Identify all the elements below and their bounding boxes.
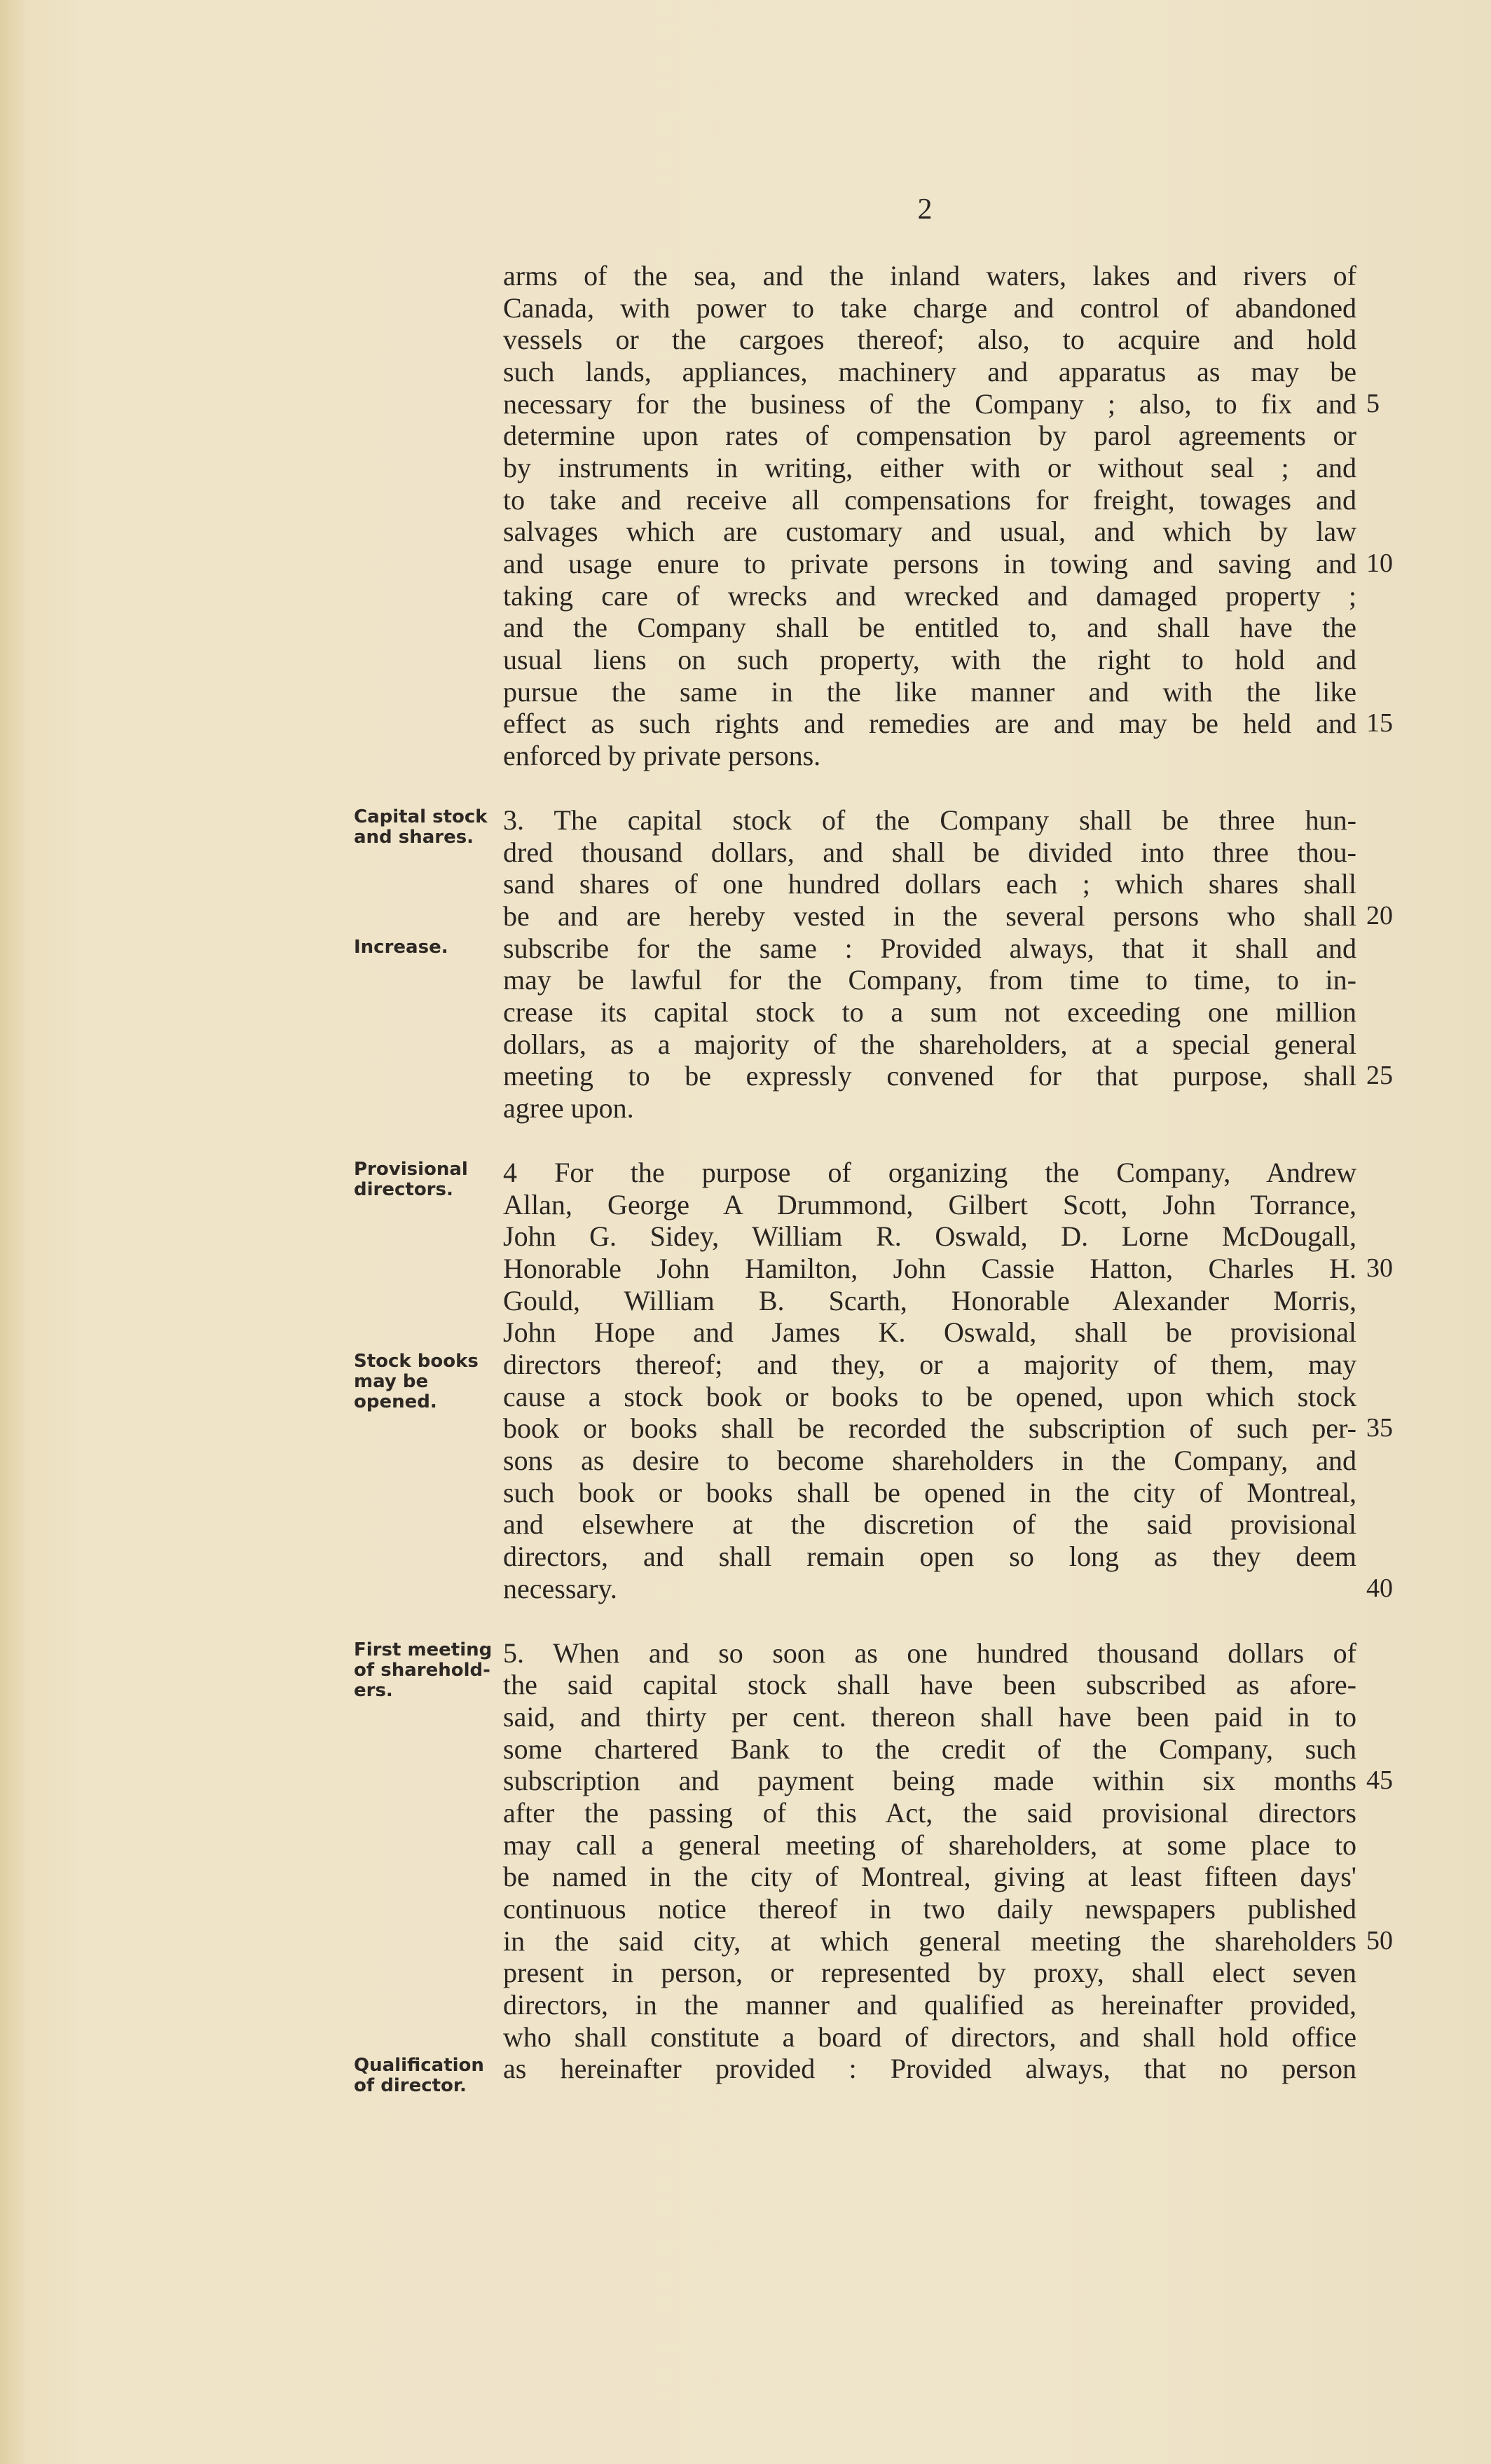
- page-number: 2: [917, 193, 933, 226]
- text-line: arms of the sea, and the inland waters, lakes and rivers of: [503, 260, 1356, 291]
- margin-note-line: Provisional: [354, 1159, 468, 1180]
- text-line: John Hope and James K. Oswald, shall be provisional: [503, 1316, 1356, 1348]
- text-line: directors, and shall remain open so long as they deem: [503, 1541, 1356, 1572]
- margin-note-line: Qualification: [354, 2055, 484, 2076]
- text-line: directors thereof; and they, or a majority of them, may: [503, 1349, 1356, 1380]
- text-line: said, and thirty per cent. thereon shall have been paid in to: [503, 1701, 1356, 1733]
- text-line: and usage enure to private persons in towing and saving and: [503, 548, 1356, 579]
- text-line: dollars, as a majority of the shareholders, at a special general: [503, 1028, 1356, 1060]
- text-line: subscribe for the same : Provided always, that it shall and: [503, 932, 1356, 964]
- text-line: by instruments in writing, either with or without seal ; and: [503, 452, 1356, 483]
- text-line: salvages which are customary and usual, and which by law: [503, 516, 1356, 547]
- margin-note-line: opened.: [354, 1391, 437, 1412]
- text-line: Canada, with power to take charge and control of abandoned: [503, 292, 1356, 324]
- text-line: the said capital stock shall have been subscribed as afore-: [503, 1669, 1356, 1700]
- text-line: subscription and payment being made within six months: [503, 1765, 1356, 1796]
- margin-note-provisional-directors: [354, 1159, 494, 1200]
- text-line: effect as such rights and remedies are and may be held and: [503, 708, 1356, 739]
- text-line: may call a general meeting of shareholders, at some place to: [503, 1829, 1356, 1861]
- line-number: 20: [1366, 901, 1393, 930]
- line-number: 30: [1366, 1253, 1393, 1283]
- text-line: present in person, or represented by proxy, shall elect seven: [503, 1957, 1356, 1988]
- margin-note-line: Capital stock: [354, 806, 488, 827]
- text-line: and elsewhere at the discretion of the said provisional: [503, 1508, 1356, 1540]
- text-line: taking care of wrecks and wrecked and damaged property ;: [503, 580, 1356, 612]
- text-line: cause a stock book or books to be opened, upon which stock: [503, 1381, 1356, 1412]
- text-line: to take and receive all compensations for freight, towages and: [503, 484, 1356, 516]
- margin-note-line: of director.: [354, 2075, 467, 2096]
- text-line: who shall constitute a board of directors, and shall hold office: [503, 2021, 1356, 2053]
- line-number: 5: [1366, 389, 1380, 418]
- text-line: book or books shall be recorded the subscription of such per-: [503, 1412, 1356, 1444]
- text-line: determine upon rates of compensation by parol agreements or: [503, 420, 1356, 451]
- text-line: Allan, George A Drummond, Gilbert Scott, John Torrance,: [503, 1189, 1356, 1220]
- text-line: directors, in the manner and qualified as hereinafter provided,: [503, 1989, 1356, 2021]
- margin-note-first-meeting: [354, 1640, 494, 1701]
- text-line: crease its capital stock to a sum not exceeding one million: [503, 996, 1356, 1028]
- text-line: as hereinafter provided : Provided always, that no person: [503, 2053, 1356, 2084]
- margin-note-line: and shares.: [354, 827, 474, 848]
- text-line: be and are hereby vested in the several persons who shall: [503, 900, 1356, 932]
- text-line: some chartered Bank to the credit of the Company, such: [503, 1733, 1356, 1765]
- text-line: necessary.: [503, 1573, 617, 1604]
- margin-note-capital-stock: [354, 807, 494, 848]
- text-line: Honorable John Hamilton, John Cassie Hatton, Charles H.: [503, 1253, 1356, 1284]
- text-line: after the passing of this Act, the said provisional directors: [503, 1797, 1356, 1829]
- margin-note-line: may be: [354, 1371, 429, 1392]
- text-line: pursue the same in the like manner and with the like: [503, 676, 1356, 708]
- text-line: Gould, William B. Scarth, Honorable Alexander Morris,: [503, 1285, 1356, 1316]
- line-number: 15: [1366, 708, 1393, 738]
- margin-note-line: of sharehold-: [354, 1660, 490, 1681]
- text-line: necessary for the business of the Company ; also, to fix and: [503, 388, 1356, 420]
- text-line: 4 For the purpose of organizing the Company, Andrew: [503, 1157, 1356, 1188]
- text-line: sand shares of one hundred dollars each ; which shares shall: [503, 868, 1356, 900]
- text-line: vessels or the cargoes thereof; also, to acquire and hold: [503, 324, 1356, 355]
- margin-note-qualification: [354, 2056, 494, 2096]
- line-number: 35: [1366, 1413, 1393, 1443]
- line-number: 40: [1366, 1574, 1393, 1603]
- text-line: usual liens on such property, with the right to hold and: [503, 644, 1356, 675]
- margin-note-line: directors.: [354, 1179, 453, 1200]
- line-number: 45: [1366, 1766, 1393, 1795]
- text-line: continuous notice thereof in two daily newspapers published: [503, 1893, 1356, 1925]
- text-line: and the Company shall be entitled to, and shall have the: [503, 612, 1356, 643]
- text-line: be named in the city of Montreal, giving at least fifteen days': [503, 1861, 1356, 1892]
- margin-note-line: Increase.: [354, 937, 448, 958]
- text-line: enforced by private persons.: [503, 740, 821, 771]
- text-line: meeting to be expressly convened for that purpose, shall: [503, 1060, 1356, 1092]
- line-number: 25: [1366, 1061, 1393, 1090]
- margin-note-line: ers.: [354, 1680, 393, 1701]
- margin-note-increase: [354, 937, 494, 958]
- line-number: 50: [1366, 1926, 1393, 1955]
- text-line: such book or books shall be opened in the city of Montreal,: [503, 1477, 1356, 1508]
- text-line: John G. Sidey, William R. Oswald, D. Lorne McDougall,: [503, 1220, 1356, 1252]
- text-line: sons as desire to become shareholders in the Company, and: [503, 1445, 1356, 1476]
- text-line: 5. When and so soon as one hundred thousand dollars of: [503, 1637, 1356, 1669]
- text-line: dred thousand dollars, and shall be divided into three thou-: [503, 837, 1356, 868]
- line-number: 10: [1366, 549, 1393, 578]
- text-line: in the said city, at which general meeting the shareholders: [503, 1925, 1356, 1957]
- margin-note-line: Stock books: [354, 1351, 479, 1372]
- text-line: agree upon.: [503, 1092, 634, 1124]
- margin-note-stock-books: [354, 1351, 494, 1412]
- margin-note-line: First meeting: [354, 1639, 493, 1660]
- text-line: such lands, appliances, machinery and apparatus as may be: [503, 356, 1356, 387]
- text-line: 3. The capital stock of the Company shall be three hun-: [503, 804, 1356, 836]
- text-line: may be lawful for the Company, from time to time, to in-: [503, 964, 1356, 996]
